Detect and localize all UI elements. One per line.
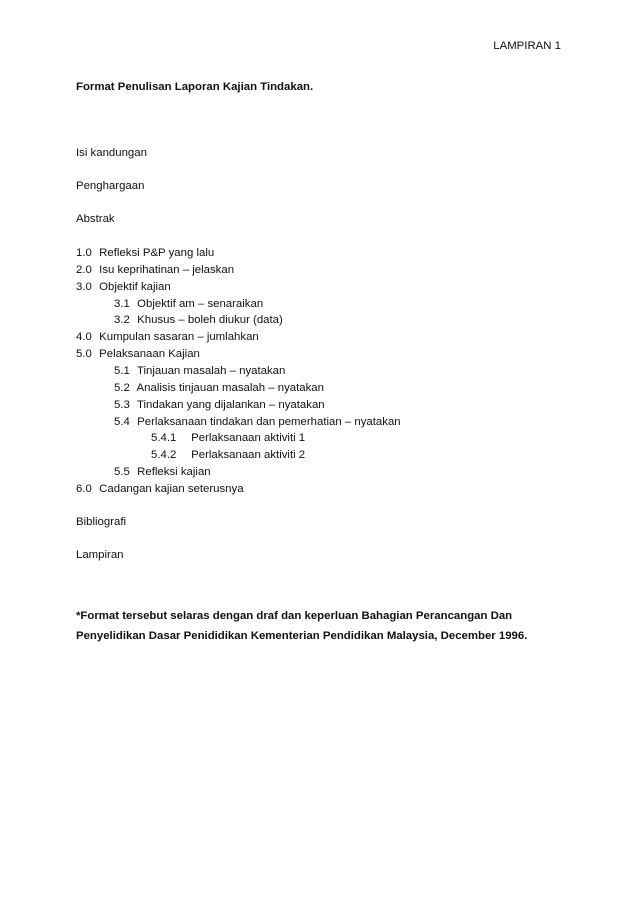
outline-item: [114, 382, 324, 394]
outline-number: 3.0: [76, 281, 92, 293]
outline-item: [76, 348, 200, 360]
outline-item: [76, 264, 234, 276]
outline-item: [114, 365, 285, 377]
outline-number: 5.4: [114, 416, 130, 428]
outline-item: [151, 432, 305, 444]
outline-text: Tinjauan masalah – nyatakan: [136, 365, 286, 377]
outline-item: [114, 298, 263, 310]
outline-text: Perlaksanaan tindakan dan pemerhatian – nyatakan: [137, 416, 401, 428]
appendix-line: Lampiran: [76, 549, 124, 561]
outline-number: 4.0: [76, 331, 92, 343]
outline-text: Isu keprihatinan – jelaskan: [99, 264, 235, 276]
outline-item: [76, 247, 214, 259]
outline-number: 5.2: [114, 382, 130, 394]
outline-item: [151, 449, 305, 461]
outline-item: [114, 399, 325, 411]
outline-item: [76, 281, 171, 293]
outline-text: Objektif am – senaraikan: [137, 298, 264, 310]
footnote: *Format tersebut selaras dengan draf dan keperluan Bahagian Perancangan Dan Penyelidikan Dasar Penididikan Kementerian Pendidikan Malaysia, December 1996.: [76, 610, 528, 642]
header-label: LAMPIRAN 1: [493, 40, 561, 52]
outline-text: Objektif kajian: [99, 281, 171, 293]
outline-number: 5.4.1: [151, 432, 177, 444]
outline-text: Perlaksanaan aktiviti 1: [191, 432, 306, 444]
outline-text: Kumpulan sasaran – jumlahkan: [99, 331, 259, 343]
outline-number: 6.0: [76, 483, 92, 495]
outline-number: 3.2: [114, 314, 130, 326]
outline-text: Analisis tinjauan masalah – nyatakan: [136, 382, 324, 394]
outline-item: [114, 466, 211, 478]
outline-item: [114, 314, 283, 326]
contents-line: Isi kandungan: [76, 147, 147, 159]
outline-number: 2.0: [76, 264, 92, 276]
abstract-line: Abstrak: [76, 213, 115, 225]
outline-number: 5.4.2: [151, 449, 177, 461]
outline-number: 1.0: [76, 247, 92, 259]
outline-number: 5.1: [114, 365, 130, 377]
document-title: Format Penulisan Laporan Kajian Tindakan.: [76, 81, 314, 93]
bibliography-line: Bibliografi: [76, 516, 127, 528]
outline-number: 3.1: [114, 298, 130, 310]
outline-item: [76, 483, 244, 495]
outline-item: [76, 331, 259, 343]
outline-text: Cadangan kajian seterusnya: [99, 483, 244, 495]
outline-text: Refleksi P&P yang lalu: [99, 247, 215, 259]
outline-item: [114, 416, 401, 428]
outline-text: Khusus – boleh diukur (data): [137, 314, 283, 326]
acknowledgement-line: Penghargaan: [76, 180, 145, 192]
outline-text: Refleksi kajian: [137, 466, 211, 478]
outline-number: 5.0: [76, 348, 92, 360]
outline-number: 5.5: [114, 466, 130, 478]
outline-text: Pelaksanaan Kajian: [99, 348, 200, 360]
outline-text: Tindakan yang dijalankan – nyatakan: [136, 399, 325, 411]
outline-number: 5.3: [114, 399, 130, 411]
outline-text: Perlaksanaan aktiviti 2: [191, 449, 306, 461]
